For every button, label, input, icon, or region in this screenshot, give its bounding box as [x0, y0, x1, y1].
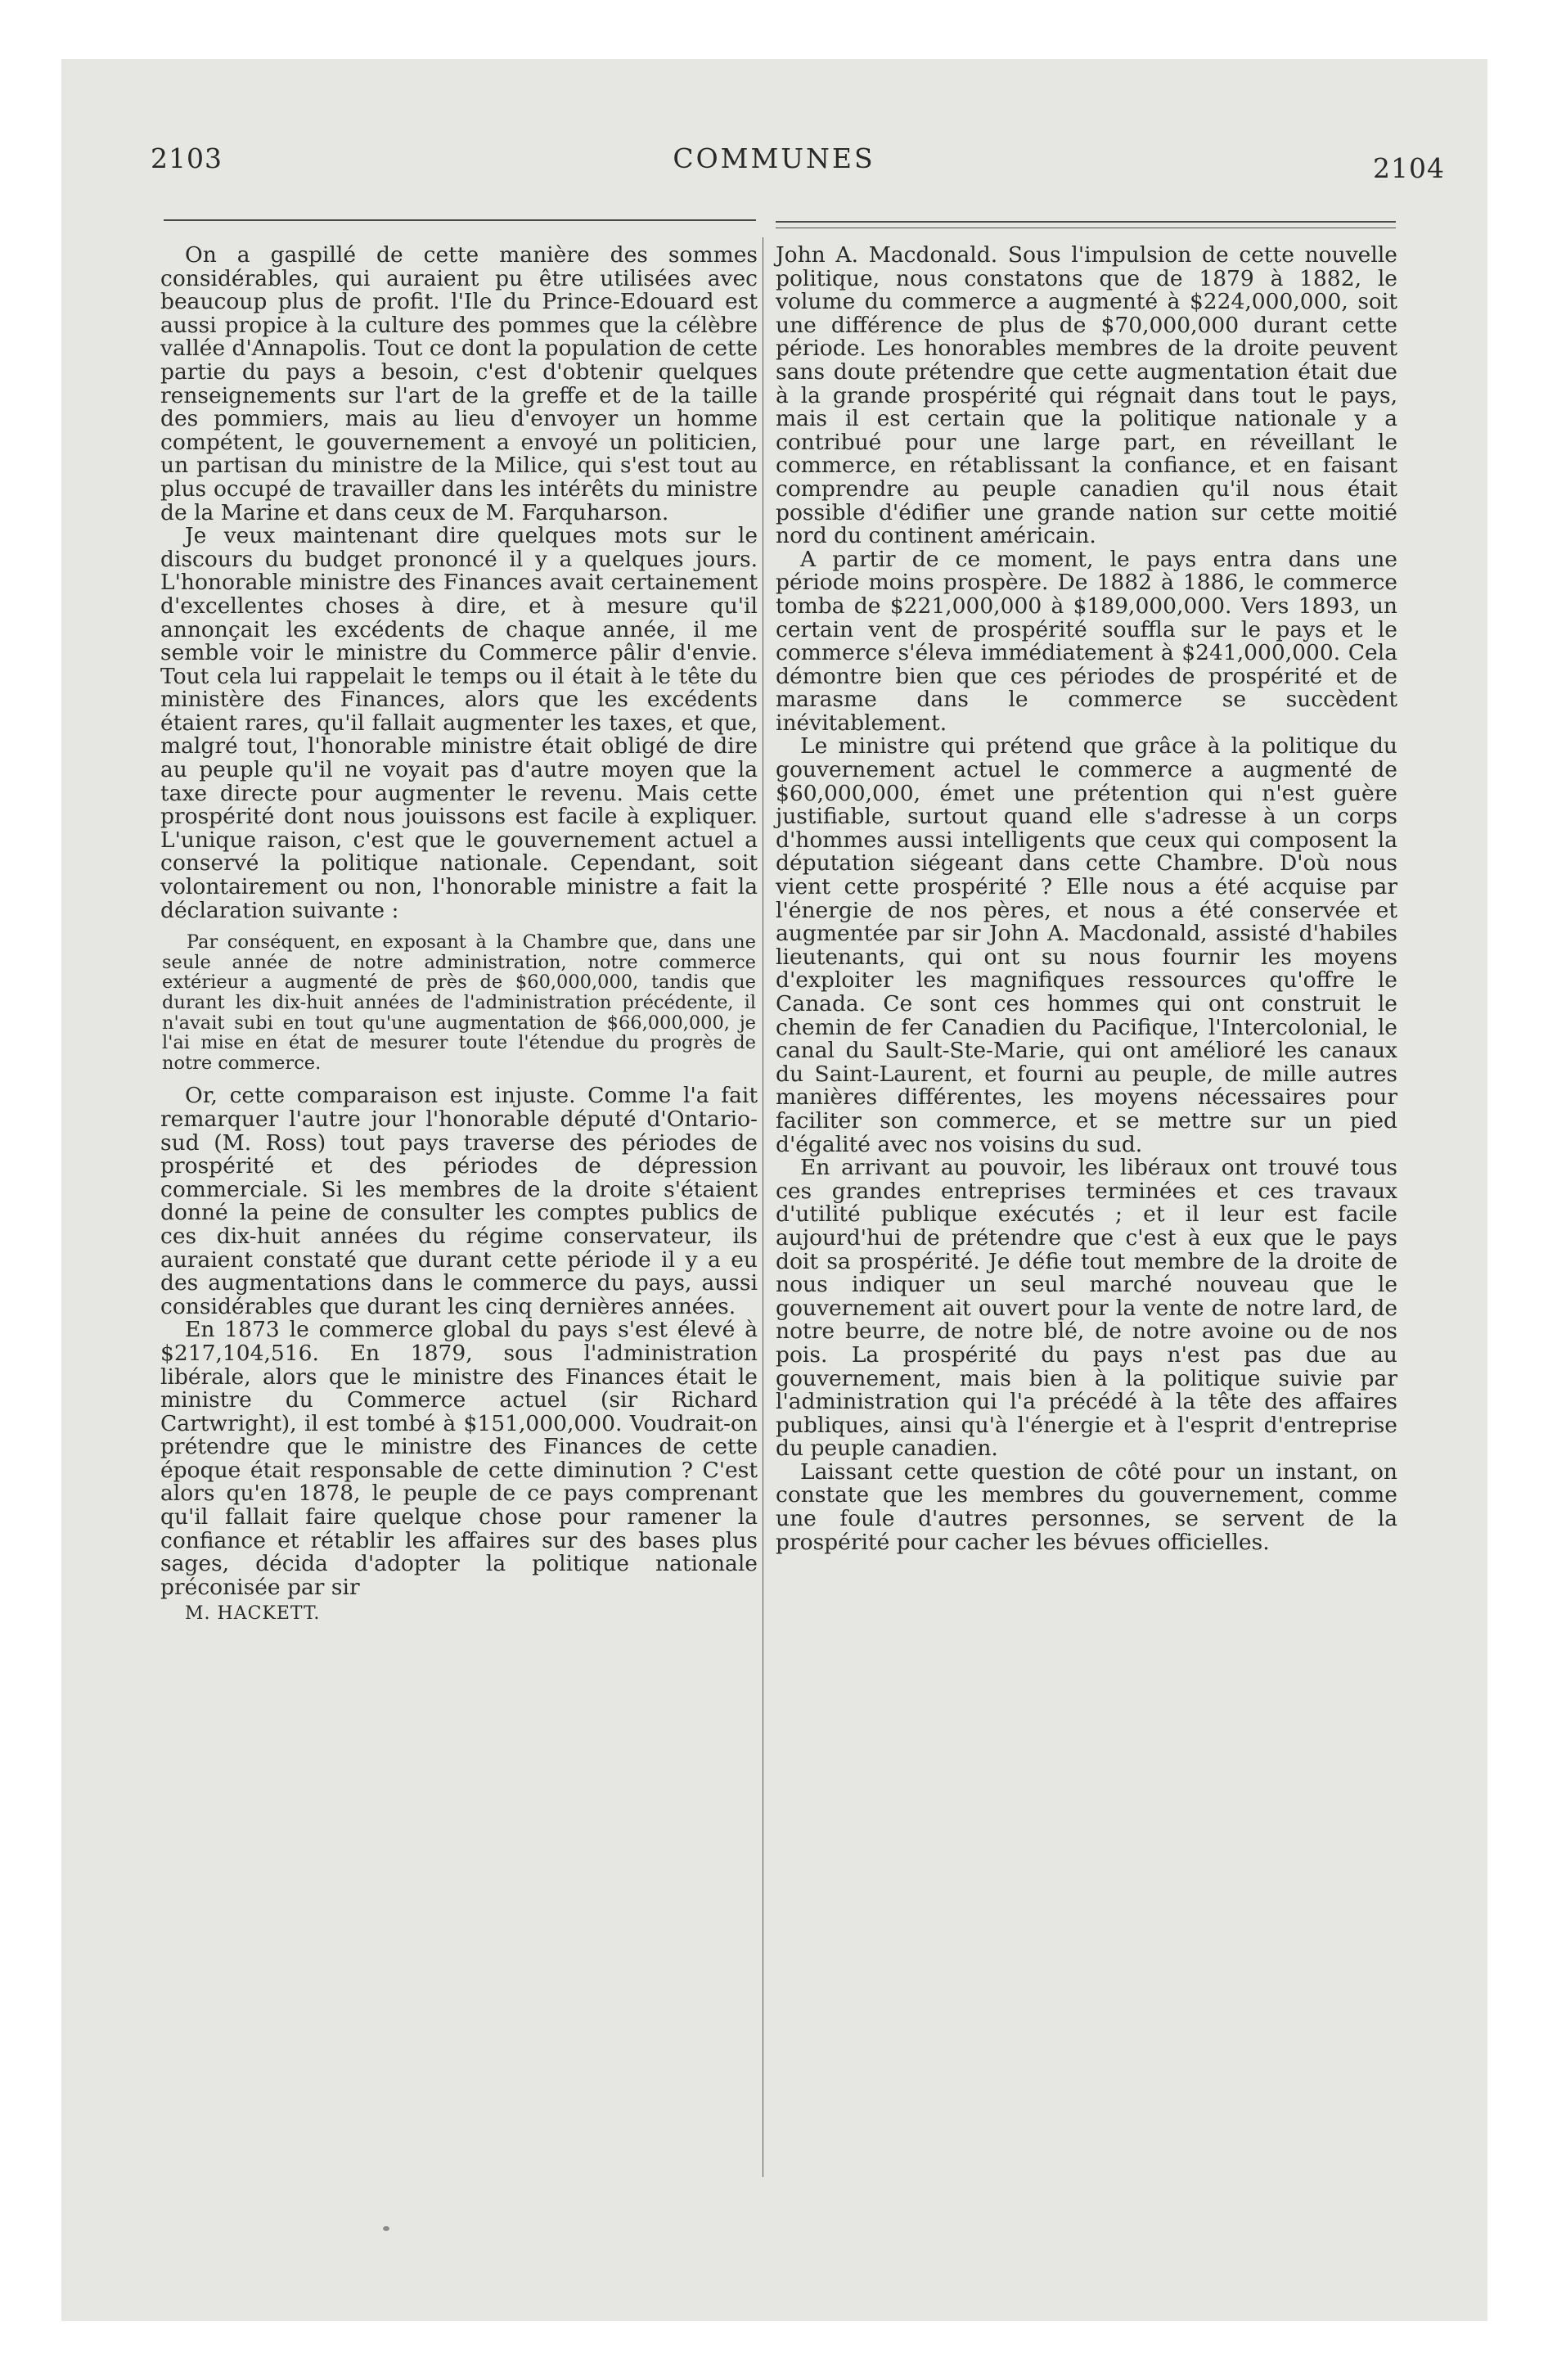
paragraph: En arrivant au pouvoir, les libéraux ont trouvé tous ces grandes entreprises terminées et ces travaux d'utilité publique exécutés ; et il leur est facile aujourd'hui de prétendre que c'est à eux que le pays doit sa prospérité. Je défie tout membre de la droite de nous indiquer un seul marché nouveau que le gouvernement ait ouvert pour la vente de notre lard, de notre beurre, de notre blé, de notre avoine ou de nos pois. La prospérité du pays n'est pas due au gouvernement, mais bien à la politique suivie par l'administration qui l'a précédé à la tête des affaires publiques, ainsi qu'à l'énergie et à l'esprit d'entreprise du peuple canadien. [776, 1155, 1397, 1462]
block-quote: Par conséquent, en exposant à la Chambre que, dans une seule année de notre administration, notre commerce extérieur a augmenté de près de $60,000,000, tandis que durant les dix-huit années de l'administration précédente, il n'avait subi en tout qu'une augmentation de $66,000,000, je l'ai mise en état de mesurer toute l'étendue du progrès de notre commerce. [162, 931, 756, 1074]
paragraph: A partir de ce moment, le pays entra dans une période moins prospère. De 1882 à 1886, le commerce tomba de $221,000,000 à $189,000,000. Vers 1893, un certain vent de prospérité souffla sur le pays et le commerce s'éleva immédiatement à $241,000,000. Cela démontre bien que ces périodes de prospérité et de marasme dans le commerce se succèdent inévitablement. [776, 546, 1397, 736]
paragraph: Je veux maintenant dire quelques mots sur le discours du budget prononcé il y a quelques jours. L'honorable ministre des Finances avait certainement d'excellentes choses à dire, et à mesure qu'il annonçait les excédents de chaque année, il me semble voir le ministre du Commerce pâlir d'envie. Tout cela lui rappelait le temps ou il était à le tête du ministère des Finances, alors que les excédents étaient rares, qu'il fallait augmenter les taxes, et que, malgré tout, l'honorable ministre était obligé de dire au peuple qu'il ne voyait pas d'autre moyen que la taxe directe pour augmenter le revenu. Mais cette prospérité dont nous jouissons est facile à expliquer. L'unique raison, c'est que le gouvernement actuel a conservé la politique nationale. Cependant, soit volontairement ou non, l'honorable ministre a fait la déclaration suivante : [160, 523, 758, 923]
paragraph: En 1873 le commerce global du pays s'est élevé à $217,104,516. En 1879, sous l'administration libérale, alors que le ministre des Finances était le ministre du Commerce actuel (sir Richard Cartwright), il est tombé à $151,000,000. Voudrait-on prétendre que le ministre des Finances de cette époque était responsable de cette diminution ? C'est alors qu'en 1878, le peuple de ce pays comprenant qu'il fallait faire quelque chose pour ramener la confiance et rétablir les affaires sur des bases plus sages, décida d'adopter la politique nationale préconisée par sir [160, 1317, 758, 1600]
paragraph: Le ministre qui prétend que grâce à la politique du gouvernement actuel le commerce a augmenté de $60,000,000, émet une prétention qui n'est guère justifiable, surtout quand elle s'adresse à un corps d'hommes aussi intelligents que ceux qui composent la députation siégeant dans cette Chambre. D'où nous vient cette prospérité ? Elle nous a été acquise par l'énergie de nos pères, et nous a été conservée et augmentée par sir John A. Macdonald, assisté d'habiles lieutenants, qui ont su nous fournir les moyens d'exploiter les magnifiques ressources qu'offre le Canada. Ce sont ces hommes qui ont construit le chemin de fer Canadien du Pacifique, l'Intercolonial, le canal du Sault-Ste-Marie, qui ont amélioré les canaux du Saint-Laurent, et fourni au peuple, de mille autres manières différentes, les moyens nécessaires pour faciliter son commerce, et se mettre sur un pied d'égalité avec nos voisins du sud. [776, 733, 1397, 1157]
header-rule-left [164, 219, 756, 221]
scan-speck [383, 2226, 389, 2231]
speaker-name [160, 1602, 758, 1626]
paragraph: Laissant cette question de côté pour un instant, on constate que les membres du gouvernement, comme une foule d'autres personnes, se servent de la prospérité pour cacher les bévues officielles. [776, 1458, 1397, 1555]
page-header [0, 139, 1548, 188]
left-column [160, 244, 758, 1626]
page-number-left: 2103 [151, 142, 223, 174]
paragraph: Or, cette comparaison est injuste. Comme l'a fait remarquer l'autre jour l'honorable député d'Ontario-sud (M. Ross) tout pays traverse des périodes de prospérité et des périodes de dépression commerciale. Si les membres de la droite s'étaient donné la peine de consulter les comptes publics de ces dix-huit années du régime conservateur, ils auraient constaté que durant cette période il y a eu des augmentations dans le commerce du pays, aussi considérables que durant les cinq dernières années. [160, 1083, 758, 1319]
page-number-right: 2104 [1373, 152, 1445, 184]
paragraph: On a gaspillé de cette manière des sommes considérables, qui auraient pu être utilisées avec beaucoup plus de profit. l'Ile du Prince-Edouard est aussi propice à la culture des pommes que la célèbre vallée d'Annapolis. Tout ce dont la population de cette partie du pays a besoin, c'est d'obtenir quelques renseignements sur l'art de la greffe et de la taille des pommiers, mais au lieu d'envoyer un homme compétent, le gouvernement a envoyé un politicien, un partisan du ministre de la Milice, qui s'est tout au plus occupé de travailler dans les intérêts du ministre de la Marine et dans ceux de M. Farquharson. [160, 242, 758, 525]
speaker-label: M. HACKETT. [185, 1603, 321, 1625]
right-column [776, 244, 1397, 1554]
header-rule-right [776, 221, 1396, 223]
paragraph: John A. Macdonald. Sous l'impulsion de cette nouvelle politique, nous constatons que de 1879 à 1882, le volume du commerce a augmenté à $224,000,000, soit une différence de plus de $70,000,000 durant cette période. Les honorables membres de la droite peuvent sans doute prétendre que cette augmentation était due à la grande prospérité qui régnait dans tout le pays, mais il est certain que la politique nationale y a contribué pour une large part, en réveillant le commerce, en rétablissant la confiance, et en faisant comprendre au peuple canadien qu'il nous était possible d'édifier une grande nation sur cette moitié nord du continent américain. [776, 242, 1397, 549]
running-title: COMMUNES [673, 142, 875, 174]
